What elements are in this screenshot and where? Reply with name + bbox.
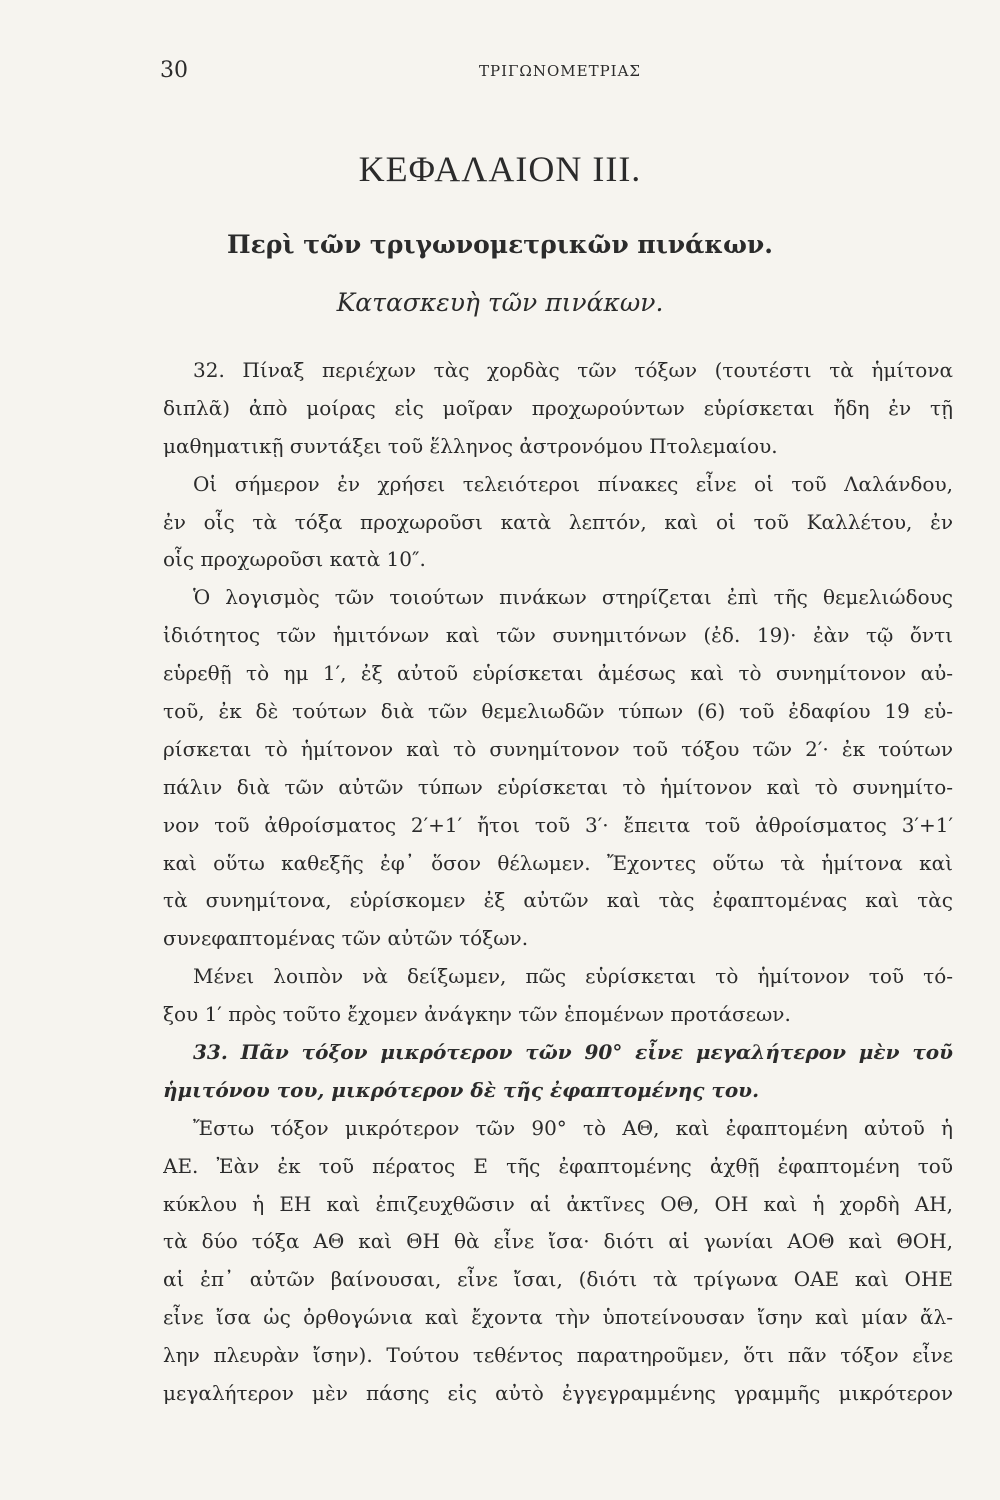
page-number: 30: [160, 58, 188, 83]
text-line: ξου 1′ πρὸς τοῦτο ἔχομεν ἀνάγκην τῶν ἑπομένων προτάσεων.: [163, 1002, 791, 1027]
text-line: τοῦ, ἐκ δὲ τούτων διὰ τῶν θεμελιωδῶν τύπων (6) τοῦ ἐδαφίου 19 εὑ-: [163, 699, 953, 724]
text-line: τὰ δύο τόξα ΑΘ καὶ ΘΗ θὰ εἶνε ἴσα· διότι αἱ γωνίαι ΑΟΘ καὶ ΘΟΗ,: [163, 1229, 953, 1254]
text-line: ἐν οἷς τὰ τόξα προχωροῦσι κατὰ λεπτόν, καὶ οἱ τοῦ Καλλέτου, ἐν: [163, 509, 953, 534]
text-line: διπλᾶ) ἀπὸ μοίρας εἰς μοῖραν προχωρούντων εὑρίσκεται ἤδη ἐν τῇ: [163, 395, 953, 420]
running-head: [160, 58, 960, 88]
text-line: 32. Πίναξ περιέχων τὰς χορδὰς τῶν τόξων (τουτέστι τὰ ἡμίτονα: [193, 358, 953, 382]
body-text: [163, 352, 953, 1413]
text-line: ρίσκεται τὸ ἡμίτονον καὶ τὸ συνημίτονον τοῦ τόξου τῶν 2′· ἐκ τούτων: [163, 736, 953, 761]
text-line: πάλιν διὰ τῶν αὐτῶν τύπων εὑρίσκεται τὸ ἡμίτονον καὶ τὸ συνημίτο-: [163, 774, 953, 799]
chapter-title: ΚΕΦΑΛΑΙΟΝ III.: [358, 149, 642, 189]
text-line: κύκλου ἡ ΕΗ καὶ ἐπιζευχθῶσιν αἱ ἀκτῖνες ΟΘ, ΟΗ καὶ ἡ χορδὴ ΑΗ,: [163, 1191, 953, 1216]
text-line: συνεφαπτομένας τῶν αὐτῶν τόξων.: [163, 926, 529, 951]
text-line: ἰδιότητος τῶν ἡμιτόνων καὶ τῶν συνημιτόνων (ἐδ. 19)· ἐὰν τῷ ὄντι: [163, 623, 953, 648]
text-line: λην πλευρὰν ἴσην). Τούτου τεθέντος παρατηροῦμεν, ὅτι πᾶν τόξον εἶνε: [163, 1343, 953, 1368]
text-line: Μένει λοιπὸν νὰ δείξωμεν, πῶς εὑρίσκεται τὸ ἡμίτονον τοῦ τό-: [193, 964, 953, 989]
text-line: Ἔστω τόξον μικρότερον τῶν 90° τὸ ΑΘ, καὶ ἐφαπτομένη αὐτοῦ ἡ: [193, 1115, 953, 1140]
text-line: εὑρεθῇ τὸ ημ 1′, ἐξ αὐτοῦ εὑρίσκεται ἀμέσως καὶ τὸ συνημίτονον αὐ-: [163, 661, 953, 686]
text-line: καὶ οὕτω καθεξῆς ἐφ᾽ ὅσον θέλωμεν. Ἔχοντες οὕτω τὰ ἡμίτονα καὶ: [163, 850, 953, 875]
theorem-line: 33. Πᾶν τόξον μικρότερον τῶν 90° εἶνε μεγαλήτερον μὲν τοῦ: [193, 1040, 953, 1065]
text-line: μεγαλήτερον μὲν πάσης εἰς αὐτὸ ἐγγεγραμμένης γραμμῆς μικρότερον: [163, 1381, 953, 1406]
text-line: ΑΕ. Ἐὰν ἐκ τοῦ πέρατος Ε τῆς ἐφαπτομένης ἀχθῇ ἐφαπτομένη τοῦ: [163, 1153, 953, 1178]
text-line: οἷς προχωροῦσι κατὰ 10″.: [163, 547, 426, 572]
text-line: μαθηματικῇ συντάξει τοῦ ἕλληνος ἀστρονόμου Πτολεμαίου.: [163, 433, 778, 458]
theorem-line: ἡμιτόνου του, μικρότερον δὲ τῆς ἐφαπτομένης του.: [163, 1077, 760, 1102]
subsection-title: Κατασκευὴ τῶν πινάκων.: [336, 288, 664, 317]
text-line: αἱ ἐπ᾽ αὐτῶν βαίνουσαι, εἶνε ἴσαι, (διότι τὰ τρίγωνα ΟΑΕ καὶ ΟΗΕ: [163, 1267, 953, 1292]
text-line: Ὁ λογισμὸς τῶν τοιούτων πινάκων στηρίζεται ἐπὶ τῆς θεμελιώδους: [193, 585, 953, 610]
section-title: Περὶ τῶν τριγωνομετρικῶν πινάκων.: [227, 230, 773, 259]
text-line: εἶνε ἴσα ὡς ὀρθογώνια καὶ ἔχοντα τὴν ὑποτείνουσαν ἴσην καὶ μίαν ἄλ-: [163, 1305, 953, 1330]
text-line: τὰ συνημίτονα, εὑρίσκομεν ἐξ αὐτῶν καὶ τὰς ἐφαπτομένας καὶ τὰς: [163, 888, 953, 913]
text-line: Οἱ σήμερον ἐν χρήσει τελειότεροι πίνακες εἶνε οἱ τοῦ Λαλάνδου,: [193, 471, 953, 496]
text-line: νον τοῦ ἀθροίσματος 2′+1′ ἤτοι τοῦ 3′· ἔπειτα τοῦ ἀθροίσματος 3′+1′: [163, 812, 953, 837]
running-title: ΤΡΙΓΩΝΟΜΕΤΡΙΑΣ: [478, 62, 642, 80]
